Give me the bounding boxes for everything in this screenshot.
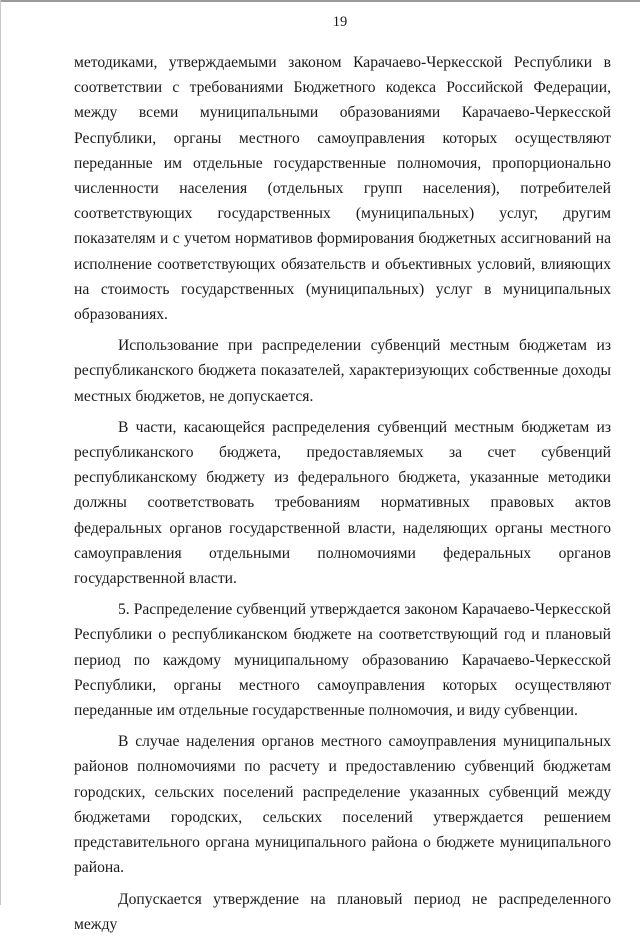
- document-body: [74, 50, 611, 937]
- paragraph-continuation: методиками, утверждаемыми законом Карачаево-Черкесской Республики в соответствии с требованиями Бюджетного кодекса Российской Федерации, между всеми муниципальными образованиями Карачаево-Черкесской Республики, органы местного самоуправления которых осуществляют переданные им отдельные государственные полномочия, пропорционально численности населения (отдельных групп населения), потребителей соответствующих государственных (муниципальных) услуг, другим показателям и с учетом нормативов формирования бюджетных ассигнований на исполнение соответствующих обязательств и объективных условий, влияющих на стоимость государственных (муниципальных) услуг в муниципальных образованиях.: [74, 54, 611, 324]
- paragraph-planning-period: Допускается утверждение на плановый период не распределенного между: [74, 890, 611, 933]
- paragraph-municipal-districts: В случае наделения органов местного самоуправления муниципальных районов полномочиями по расчету и предоставлению субвенций бюджетам городских, сельских поселений распределение указанных субвенций между бюджетами городских, сельских поселений утверждается решением представительного органа муниципального района о бюджете муниципального района.: [74, 733, 611, 877]
- page-number: 19: [332, 14, 348, 30]
- paragraph-subvention-restriction: Использование при распределении субвенций местным бюджетам из республиканского бюджета показателей, характеризующих собственные доходы местных бюджетов, не допускается.: [74, 337, 611, 405]
- paragraph-item-5: 5. Распределение субвенций утверждается законом Карачаево-Черкесской Республики о республиканском бюджете на соответствующий год и плановый период по каждому муниципальному образованию Карачаево-Черкесской Республики, органы местного самоуправления которых осуществляют переданные им отдельные государственные полномочия, и виду субвенции.: [74, 601, 611, 720]
- scan-top-edge: [0, 0, 640, 2]
- paragraph-federal-subventions: В части, касающейся распределения субвенций местным бюджетам из республиканского бюджета, предоставляемых за счет субвенций республиканскому бюджету из федерального бюджета, указанные методики должны соответствовать требованиям нормативных правовых актов федеральных органов государственной власти, наделяющих органы местного самоуправления отдельными полномочиями федеральных органов государственной власти.: [74, 418, 611, 588]
- scan-left-edge: [0, 0, 1, 905]
